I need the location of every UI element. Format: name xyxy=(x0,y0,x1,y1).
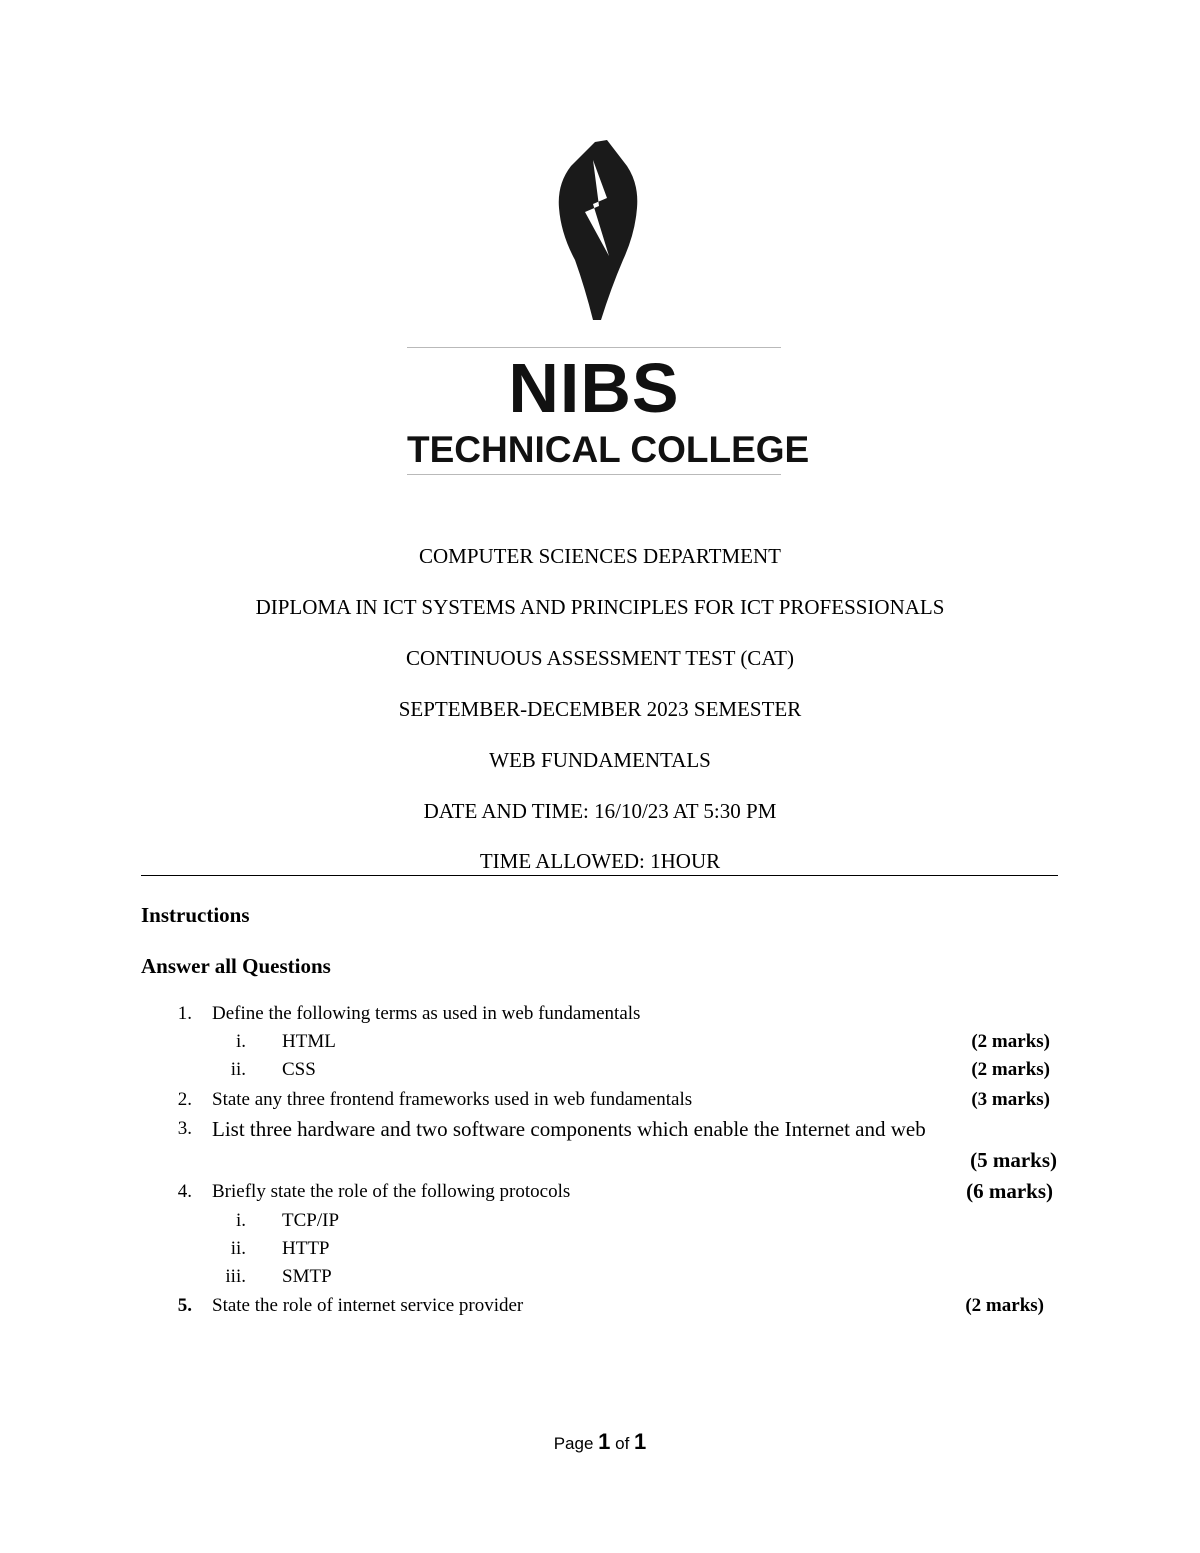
sub-question-text: HTML xyxy=(282,1031,336,1052)
sub-question-text: TCP/IP xyxy=(282,1210,340,1231)
question-text: Define the following terms as used in web fundamentals xyxy=(212,1003,641,1024)
page-current: 1 xyxy=(598,1429,611,1454)
question-number: 3. xyxy=(177,1118,192,1139)
logo-name: NIBS xyxy=(508,349,680,427)
question-text: Briefly state the role of the following protocols xyxy=(212,1181,571,1202)
question-text: State the role of internet service provider xyxy=(212,1295,524,1316)
question-marks: (5 marks) xyxy=(970,1148,1057,1172)
date-time: DATE AND TIME: 16/10/23 AT 5:30 PM xyxy=(423,799,777,823)
logo-subtitle: TECHNICAL COLLEGE xyxy=(407,429,810,470)
sub-question-number: ii. xyxy=(230,1238,246,1259)
assessment-title: CONTINUOUS ASSESSMENT TEST (CAT) xyxy=(406,646,794,670)
sub-question-number: iii. xyxy=(225,1266,246,1287)
program-title: DIPLOMA IN ICT SYSTEMS AND PRINCIPLES FOR ICT PROFESSIONALS xyxy=(255,595,945,619)
page-word: Page xyxy=(553,1434,594,1453)
header-divider xyxy=(141,875,1058,876)
question-text: List three hardware and two software components which enable the Internet and web xyxy=(212,1117,926,1141)
time-allowed: TIME ALLOWED: 1HOUR xyxy=(479,849,721,873)
question-marks: (6 marks) xyxy=(966,1179,1053,1203)
college-logo-mark xyxy=(555,138,645,324)
question-text: State any three frontend frameworks used in web fundamentals xyxy=(212,1089,693,1110)
question-marks: (2 marks) xyxy=(971,1059,1050,1080)
instructions-heading: Instructions xyxy=(141,903,250,927)
question-number: 4. xyxy=(177,1181,192,1202)
question-marks: (2 marks) xyxy=(965,1295,1044,1316)
unit-title: WEB FUNDAMENTALS xyxy=(489,748,711,772)
sub-question-text: HTTP xyxy=(282,1238,330,1259)
question-number: 5. xyxy=(177,1295,192,1316)
semester-title: SEPTEMBER-DECEMBER 2023 SEMESTER xyxy=(398,697,802,721)
page-total: 1 xyxy=(634,1429,647,1454)
of-word: of xyxy=(615,1434,630,1453)
question-number: 2. xyxy=(177,1089,192,1110)
department-title: COMPUTER SCIENCES DEPARTMENT xyxy=(418,544,781,568)
sub-question-number: i. xyxy=(235,1210,246,1231)
page-footer xyxy=(0,1428,1200,1458)
logo-bottom-rule xyxy=(407,474,781,475)
sub-question-text: CSS xyxy=(282,1059,316,1080)
sub-question-number: i. xyxy=(235,1031,246,1052)
question-number: 1. xyxy=(177,1003,192,1024)
question-marks: (2 marks) xyxy=(971,1031,1050,1052)
sub-question-text: SMTP xyxy=(282,1266,332,1287)
question-marks: (3 marks) xyxy=(971,1089,1050,1110)
instructions-subheading: Answer all Questions xyxy=(141,954,331,978)
sub-question-number: ii. xyxy=(230,1059,246,1080)
